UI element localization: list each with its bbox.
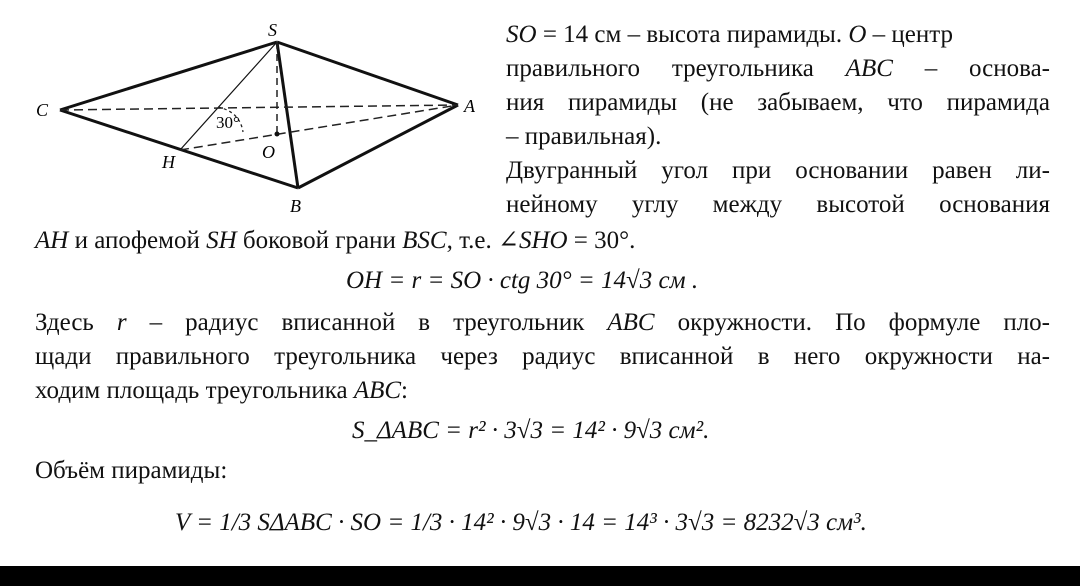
- text-line-1: SO = 14 см – высота пирамиды. O – центр: [506, 21, 953, 48]
- point-O: [275, 132, 280, 137]
- dashed-CA: [60, 105, 458, 110]
- pyramid-figure: [30, 20, 490, 215]
- text-line-7: AH и апофемой SH боковой грани BSC, т.е. ∠SHO = 30°.: [35, 227, 636, 254]
- text-line-2: правильного треугольника ABC – основа-: [506, 55, 1050, 82]
- text-line-6: нейному углу между высотой основания: [506, 191, 1050, 218]
- edge-CS: [60, 42, 277, 110]
- label-H: H: [162, 152, 175, 172]
- formula-area: S_ΔABC = r² · 3√3 = 14² · 9√3 см².: [352, 417, 710, 444]
- label-A: A: [464, 96, 475, 116]
- text-line-10: щади правильного треугольника через радиус вписанной в него окружности на-: [35, 343, 1050, 370]
- text-line-13: Объём пирамиды:: [35, 457, 228, 484]
- bottom-black-band: [0, 566, 1080, 586]
- text-line-4: – правильная).: [506, 123, 662, 150]
- label-angle: 30°: [216, 113, 240, 132]
- label-S: S: [268, 20, 277, 40]
- label-C: C: [36, 100, 49, 120]
- formula-volume: V = 1/3 SΔABC · SO = 1/3 · 14² · 9√3 · 14 = 14³ · 3√3 = 8232√3 см³.: [175, 509, 867, 536]
- text-line-11: ходим площадь треугольника ABC:: [35, 377, 408, 404]
- text-line-9: Здесь r – радиус вписанной в треугольник ABC окружности. По формуле пло-: [35, 309, 1050, 336]
- edge-SB: [277, 42, 298, 188]
- label-B: B: [290, 196, 301, 215]
- text-line-3: ния пирамиды (не забываем, что пирамида: [506, 89, 1050, 116]
- formula-OH: OH = r = SO · ctg 30° = 14√3 см .: [346, 267, 699, 294]
- label-O: O: [262, 142, 275, 162]
- text-line-5: Двугранный угол при основании равен ли-: [506, 157, 1050, 184]
- edge-SA: [277, 42, 458, 105]
